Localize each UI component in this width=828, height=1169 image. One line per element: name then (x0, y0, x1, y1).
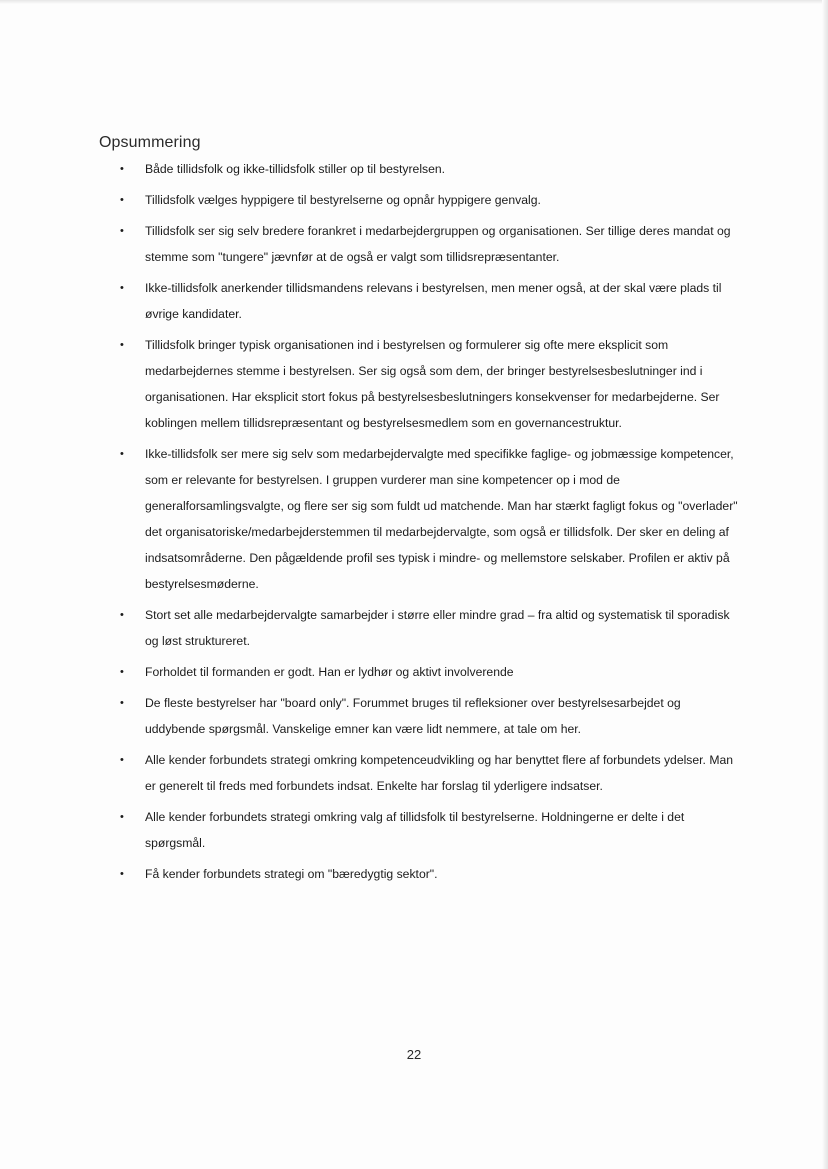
summary-list (99, 156, 739, 892)
list-item-text: Alle kender forbundets strategi omkring kompetenceudvikling og har benyttet flere af forbundets ydelser. Man er generelt til freds med forbundets indsat. Enkelte har forslag til yderligere indsatser. (145, 753, 734, 793)
list-item (99, 218, 739, 270)
bullet-icon: • (120, 811, 124, 823)
list-item (99, 861, 739, 887)
bullet-icon: • (120, 194, 124, 206)
list-item (99, 441, 739, 597)
bullet-icon: • (120, 282, 124, 294)
list-item (99, 747, 739, 799)
list-item-text: Alle kender forbundets strategi omkring valg af tillidsfolk til bestyrelserne. Holdningerne er delte i det spørgsmål. (145, 810, 685, 850)
bullet-icon: • (120, 754, 124, 766)
list-item-text: Forholdet til formanden er godt. Han er lydhør og aktivt involverende (145, 665, 514, 679)
bullet-icon: • (120, 163, 124, 175)
list-item (99, 690, 739, 742)
bullet-icon: • (120, 339, 124, 351)
list-item-text: Ikke-tillidsfolk ser mere sig selv som medarbejdervalgte med specifikke faglige- og jobmæssige kompetencer, som er relevante for bestyrelsen. I gruppen vurderer man sine kompetencer op i mod de generalforsamlingsvalgte, og flere ser sig som fuldt ud matchende. Man har stærkt fagligt fokus og "overlader" det organisatoriske/medarbejderstemmen til medarbejdervalgte, som også er tillidsfolk. Der sker en deling af indsatsområderne. Den pågældende profil ses typisk i mindre- og mellemstore selskaber. Profilen er aktiv på bestyrelsesmøderne. (145, 447, 738, 591)
list-item-text: Både tillidsfolk og ikke-tillidsfolk stiller op til bestyrelsen. (145, 162, 446, 176)
list-item (99, 275, 739, 327)
section-heading: Opsummering (99, 134, 201, 151)
list-item (99, 187, 739, 213)
page-number: 22 (406, 1047, 422, 1062)
bullet-icon: • (120, 448, 124, 460)
list-item-text: Tillidsfolk bringer typisk organisationen ind i bestyrelsen og formulerer sig ofte mere eksplicit som medarbejdernes stemme i bestyrelsen. Ser sig også som dem, der bringer bestyrelsesbeslutninger ind i organisationen. Har eksplicit stort fokus på bestyrelsesbeslutningers konsekvenser for medarbejderne. Ser koblingen mellem tillidsrepræsentant og bestyrelsesmedlem som en governancestruktur. (145, 338, 720, 430)
bullet-icon: • (120, 697, 124, 709)
list-item (99, 602, 739, 654)
list-item (99, 804, 739, 856)
list-item-text: Stort set alle medarbejdervalgte samarbejder i større eller mindre grad – fra altid og systematisk til sporadisk og løst struktureret. (145, 608, 730, 648)
list-item-text: Tillidsfolk ser sig selv bredere forankret i medarbejdergruppen og organisationen. Ser tillige deres mandat og stemme som "tungere" jævnfør at de også er valgt som tillidsrepræsentanter. (145, 224, 731, 264)
bullet-icon: • (120, 868, 124, 880)
list-item-text: Ikke-tillidsfolk anerkender tillidsmandens relevans i bestyrelsen, men mener også, at der skal være plads til øvrige kandidater. (145, 281, 722, 321)
list-item (99, 156, 739, 182)
list-item-text: De fleste bestyrelser har "board only". Forummet bruges til refleksioner over bestyrelsesarbejdet og uddybende spørgsmål. Vanskelige emner kan være lidt nemmere, at tale om her. (145, 696, 681, 736)
list-item (99, 659, 739, 685)
bullet-icon: • (120, 609, 124, 621)
bullet-icon: • (120, 225, 124, 237)
list-item-text: Tillidsfolk vælges hyppigere til bestyrelserne og opnår hyppigere genvalg. (145, 193, 541, 207)
list-item (99, 332, 739, 436)
list-item-text: Få kender forbundets strategi om "bæredygtig sektor". (145, 867, 438, 881)
bullet-icon: • (120, 666, 124, 678)
